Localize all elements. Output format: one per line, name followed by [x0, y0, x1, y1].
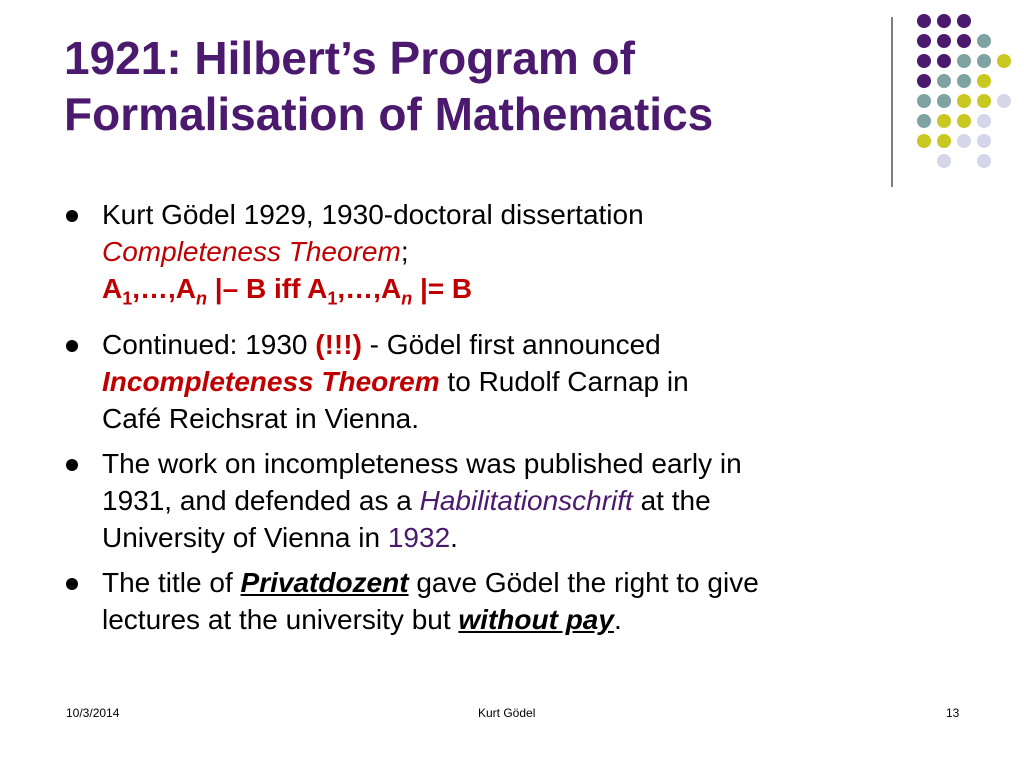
slide-title — [64, 30, 864, 142]
dot — [997, 54, 1011, 68]
dot — [997, 94, 1011, 108]
without-pay-text: without pay — [458, 603, 614, 635]
bullet-item — [66, 564, 966, 638]
decorative-dot-grid — [900, 12, 1020, 162]
footer-page-number: 13 — [946, 706, 960, 720]
title-line-2: Formalisation of Mathematics — [64, 88, 714, 140]
habilitationschrift-text: Habilitationschrift — [419, 484, 633, 516]
formula-text: ,…,A — [337, 273, 402, 304]
year-text: 1932 — [387, 521, 451, 553]
dot — [957, 74, 971, 88]
bullet-icon — [66, 459, 78, 471]
dot — [977, 34, 991, 48]
bullet-text: University of Vienna in — [102, 521, 388, 553]
bullet-text: lectures at the university but — [102, 603, 459, 635]
footer-title: Kurt Gödel — [478, 706, 536, 720]
dot — [957, 14, 971, 28]
formula-subscript: 1 — [122, 288, 133, 309]
completeness-theorem-text: Completeness Theorem — [102, 236, 401, 267]
dot — [937, 14, 951, 28]
bullet-text: . — [613, 603, 622, 635]
bullet-text: 1931, and defended as a — [102, 484, 420, 516]
incompleteness-theorem-text: Incompleteness Theorem — [102, 365, 440, 397]
emphasis-text: (!!!) — [315, 328, 362, 360]
bullet-item — [66, 445, 966, 556]
bullet-list — [66, 196, 966, 646]
privatdozent-text: Privatdozent — [240, 566, 409, 598]
dot — [917, 134, 931, 148]
dot — [917, 14, 931, 28]
dot — [937, 54, 951, 68]
dot — [917, 94, 931, 108]
bullet-text: The work on incompleteness was published early in — [102, 447, 742, 479]
formula-subscript: n — [401, 288, 413, 309]
bullet-text: The title of — [102, 566, 241, 598]
dot — [937, 34, 951, 48]
dot — [957, 54, 971, 68]
dot — [957, 94, 971, 108]
dot — [977, 154, 991, 168]
bullet-text: Kurt Gödel 1929, 1930-doctoral dissertation — [102, 199, 644, 230]
formula-text: ,…,A — [132, 273, 197, 304]
dot — [917, 74, 931, 88]
bullet-text: Continued: 1930 — [102, 328, 316, 360]
bullet-item — [66, 196, 966, 318]
dot — [977, 54, 991, 68]
dot — [937, 114, 951, 128]
completeness-formula — [102, 273, 473, 309]
dot — [957, 34, 971, 48]
title-line-1: 1921: Hilbert’s Program of — [64, 32, 635, 84]
dot — [917, 34, 931, 48]
bullet-text: Café Reichsrat in Vienna. — [102, 402, 419, 434]
dot — [977, 74, 991, 88]
dot — [977, 114, 991, 128]
dot — [937, 94, 951, 108]
dot — [937, 154, 951, 168]
dot — [917, 114, 931, 128]
bullet-icon — [66, 210, 78, 222]
formula-text: A — [102, 273, 123, 304]
bullet-item — [66, 326, 966, 437]
formula-subscript: n — [196, 288, 208, 309]
dot — [937, 134, 951, 148]
dot — [937, 74, 951, 88]
bullet-text: gave Gödel the right to give — [408, 566, 759, 598]
bullet-text: to Rudolf Carnap in — [439, 365, 689, 397]
footer-date: 10/3/2014 — [66, 706, 120, 720]
formula-text: |= B — [412, 273, 473, 304]
formula-text: |– B iff A — [207, 273, 328, 304]
bullet-text: at the — [632, 484, 711, 516]
bullet-text: . — [450, 521, 458, 553]
title-divider-line — [891, 17, 893, 187]
dot — [957, 134, 971, 148]
dot — [977, 134, 991, 148]
bullet-icon — [66, 340, 78, 352]
formula-subscript: 1 — [327, 288, 338, 309]
dot — [957, 114, 971, 128]
dot — [917, 54, 931, 68]
bullet-icon — [66, 578, 78, 590]
bullet-text: ; — [400, 236, 409, 267]
bullet-text: - Gödel first announced — [361, 328, 661, 360]
dot — [977, 94, 991, 108]
